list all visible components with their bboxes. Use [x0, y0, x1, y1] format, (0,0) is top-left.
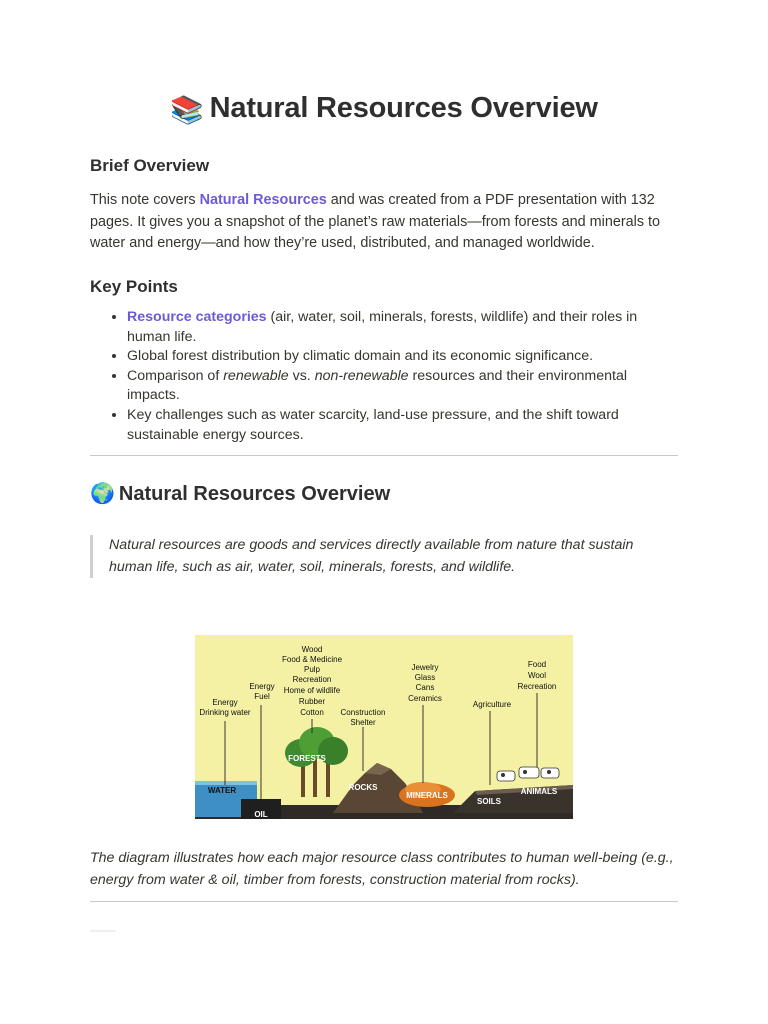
emphasis-renewable: renewable	[223, 367, 289, 384]
water-use-label: Drinking water	[199, 708, 251, 717]
mineral-use-label: Ceramics	[408, 694, 442, 703]
forest-use-label: Cotton	[300, 708, 324, 717]
globe-icon: 🌍	[90, 483, 115, 505]
oil-use-label: Fuel	[254, 692, 270, 701]
resources-diagram-svg	[195, 635, 573, 819]
list-item-text: resources and their environmental impacts.	[127, 367, 628, 404]
water-use-label: Energy	[212, 698, 238, 707]
list-item: • Global forest distribution by climatic domain and its economic significance.	[127, 347, 682, 367]
list-item: • Key challenges such as water scarcity, land-use pressure, and the shift toward sustainable energy sources.	[127, 406, 682, 445]
page-title	[0, 92, 768, 126]
cow-icon	[497, 771, 515, 781]
forest-use-label: Home of wildlife	[283, 686, 341, 695]
section-heading-text: Natural Resources Overview	[118, 483, 391, 505]
soils-label: SOILS	[476, 797, 502, 806]
brief-overview-paragraph	[90, 190, 678, 255]
cow-spot	[501, 773, 505, 777]
key-points-list	[90, 308, 682, 445]
oil-use-label: Energy	[249, 682, 275, 691]
water-label: WATER	[207, 786, 237, 795]
brief-text-start: This note covers	[90, 192, 200, 208]
forest-use-label: Rubber	[298, 697, 326, 706]
emphasis-non-renewable: non-renewable	[314, 367, 409, 384]
page-title-text: Natural Resources Overview	[209, 92, 598, 124]
natural-resources-link[interactable]: Natural Resources	[199, 192, 327, 208]
brief-overview-heading: Brief Overview	[90, 156, 210, 175]
forest-use-label: Food & Medicine	[281, 655, 343, 664]
oil-label: OIL	[254, 810, 268, 819]
mineral-use-label: Jewelry	[411, 663, 439, 672]
books-icon: 📚	[170, 95, 204, 125]
list-item-text: (air, water, soil, minerals, forests, wildlife) and their roles in human life.	[127, 309, 638, 345]
list-item	[127, 367, 682, 406]
resource-categories-link[interactable]: Resource categories	[127, 309, 267, 325]
brief-text-end: and was created from a PDF presentation with 132 pages. It gives you a snapshot of the planet’s raw materials—from forests and minerals to water and energy—and how they’re used, distributed, and managed worldwide.	[90, 192, 661, 251]
soil-use-label: Agriculture	[472, 700, 512, 709]
divider	[90, 455, 678, 456]
animals-label: ANIMALS	[520, 787, 558, 796]
list-item	[127, 308, 682, 347]
cow-icon	[519, 767, 539, 778]
rock-use-label: Shelter	[350, 718, 376, 727]
rocks-label: ROCKS	[348, 783, 378, 792]
faint-mark	[90, 930, 116, 932]
mineral-use-label: Cans	[415, 683, 435, 692]
list-item-text: vs.	[288, 367, 315, 384]
tree-trunk	[326, 759, 330, 797]
forest-use-label: Recreation	[292, 675, 332, 684]
animal-use-label: Recreation	[517, 682, 557, 691]
cow-spot	[523, 770, 527, 774]
mineral-use-label: Glass	[414, 673, 436, 682]
definition-quote: Natural resources are goods and services directly available from nature that sustain human life, such as air, water, soil, minerals, forests, and wildlife.	[90, 535, 678, 578]
cow-spot	[547, 770, 551, 774]
forests-label: FORESTS	[288, 754, 326, 763]
resources-diagram	[195, 635, 573, 819]
forest-use-label: Wood	[301, 645, 323, 654]
list-item-text: Comparison of	[127, 367, 224, 384]
divider	[90, 901, 678, 902]
rock-use-label: Construction	[340, 708, 386, 717]
section-heading	[90, 481, 390, 506]
water-surface	[195, 781, 257, 785]
forest-use-label: Pulp	[303, 665, 321, 674]
minerals-label: MINERALS	[406, 791, 448, 800]
key-points-heading: Key Points	[90, 277, 178, 296]
animal-use-label: Wool	[527, 671, 547, 680]
animal-use-label: Food	[527, 660, 547, 669]
diagram-caption: The diagram illustrates how each major resource class contributes to human well-being (e.g., energy from water & oil, timber from forests, construction material from rocks).	[90, 850, 674, 888]
